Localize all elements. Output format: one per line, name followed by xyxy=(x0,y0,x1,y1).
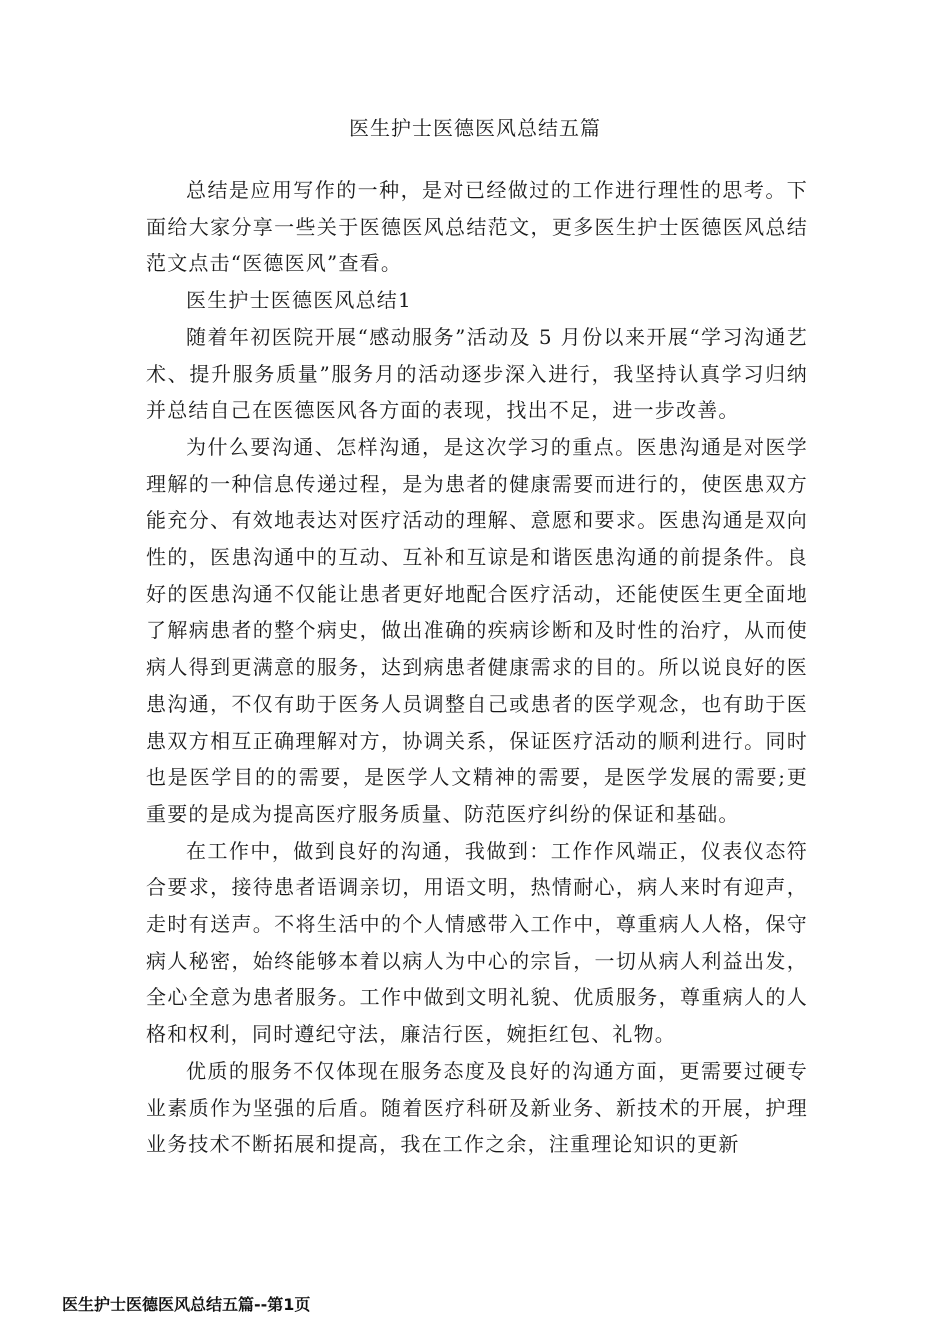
document-body xyxy=(146,172,808,1163)
intro-paragraph: 总结是应用写作的一种，是对已经做过的工作进行理性的思考。下面给大家分享一些关于医德医风总结范文，更多医生护士医德医风总结范文点击“医德医风”查看。 xyxy=(146,178,808,276)
page-footer: 医生护士医德医风总结五篇--第1页 xyxy=(62,1295,311,1314)
body-paragraph: 在工作中，做到良好的沟通，我做到：工作作风端正，仪表仪态符合要求，接待患者语调亲切，用语文明，热情耐心，病人来时有迎声，走时有送声。不将生活中的个人情感带入工作中，尊重病人人格，保守病人秘密，始终能够本着以病人为中心的宗旨，一切从病人利益出发，全心全意为患者服务。工作中做到文明礼貌、优质服务，尊重病人的人格和权利，同时遵纪守法，廉洁行医，婉拒红包、礼物。 xyxy=(146,838,808,1047)
document-title: 医生护士医德医风总结五篇 xyxy=(349,116,601,140)
body-paragraph: 随着年初医院开展“感动服务”活动及 5 月份以来开展“学习沟通艺术、提升服务质量”服务月的活动逐步深入进行，我坚持认真学习归纳并总结自己在医德医风各方面的表现，找出不足，进一步改善。 xyxy=(146,324,808,423)
body-paragraph: 为什么要沟通、怎样沟通，是这次学习的重点。医患沟通是对医学理解的一种信息传递过程，是为患者的健康需要而进行的，使医患双方能充分、有效地表达对医疗活动的理解、意愿和要求。医患沟通是双向性的，医患沟通中的互动、互补和互谅是和谐医患沟通的前提条件。良好的医患沟通不仅能让患者更好地配合医疗活动，还能使医生更全面地了解病患者的整个病史，做出准确的疾病诊断和及时性的治疗，从而使病人得到更满意的服务，达到病患者健康需求的目的。所以说良好的医患沟通，不仅有助于医务人员调整自己或患者的医学观念，也有助于医患双方相互正确理解对方，协调关系，保证医疗活动的顺利进行。同时也是医学目的的需要，是医学人文精神的需要，是医学发展的需要;更重要的是成为提高医疗服务质量、防范医疗纠纷的保证和基础。 xyxy=(146,434,808,826)
body-paragraph: 优质的服务不仅体现在服务态度及良好的沟通方面，更需要过硬专业素质作为坚强的后盾。随着医疗科研及新业务、新技术的开展，护理业务技术不断拓展和提高，我在工作之余，注重理论知识的更新 xyxy=(146,1058,808,1157)
section-heading: 医生护士医德医风总结1 xyxy=(186,288,412,313)
